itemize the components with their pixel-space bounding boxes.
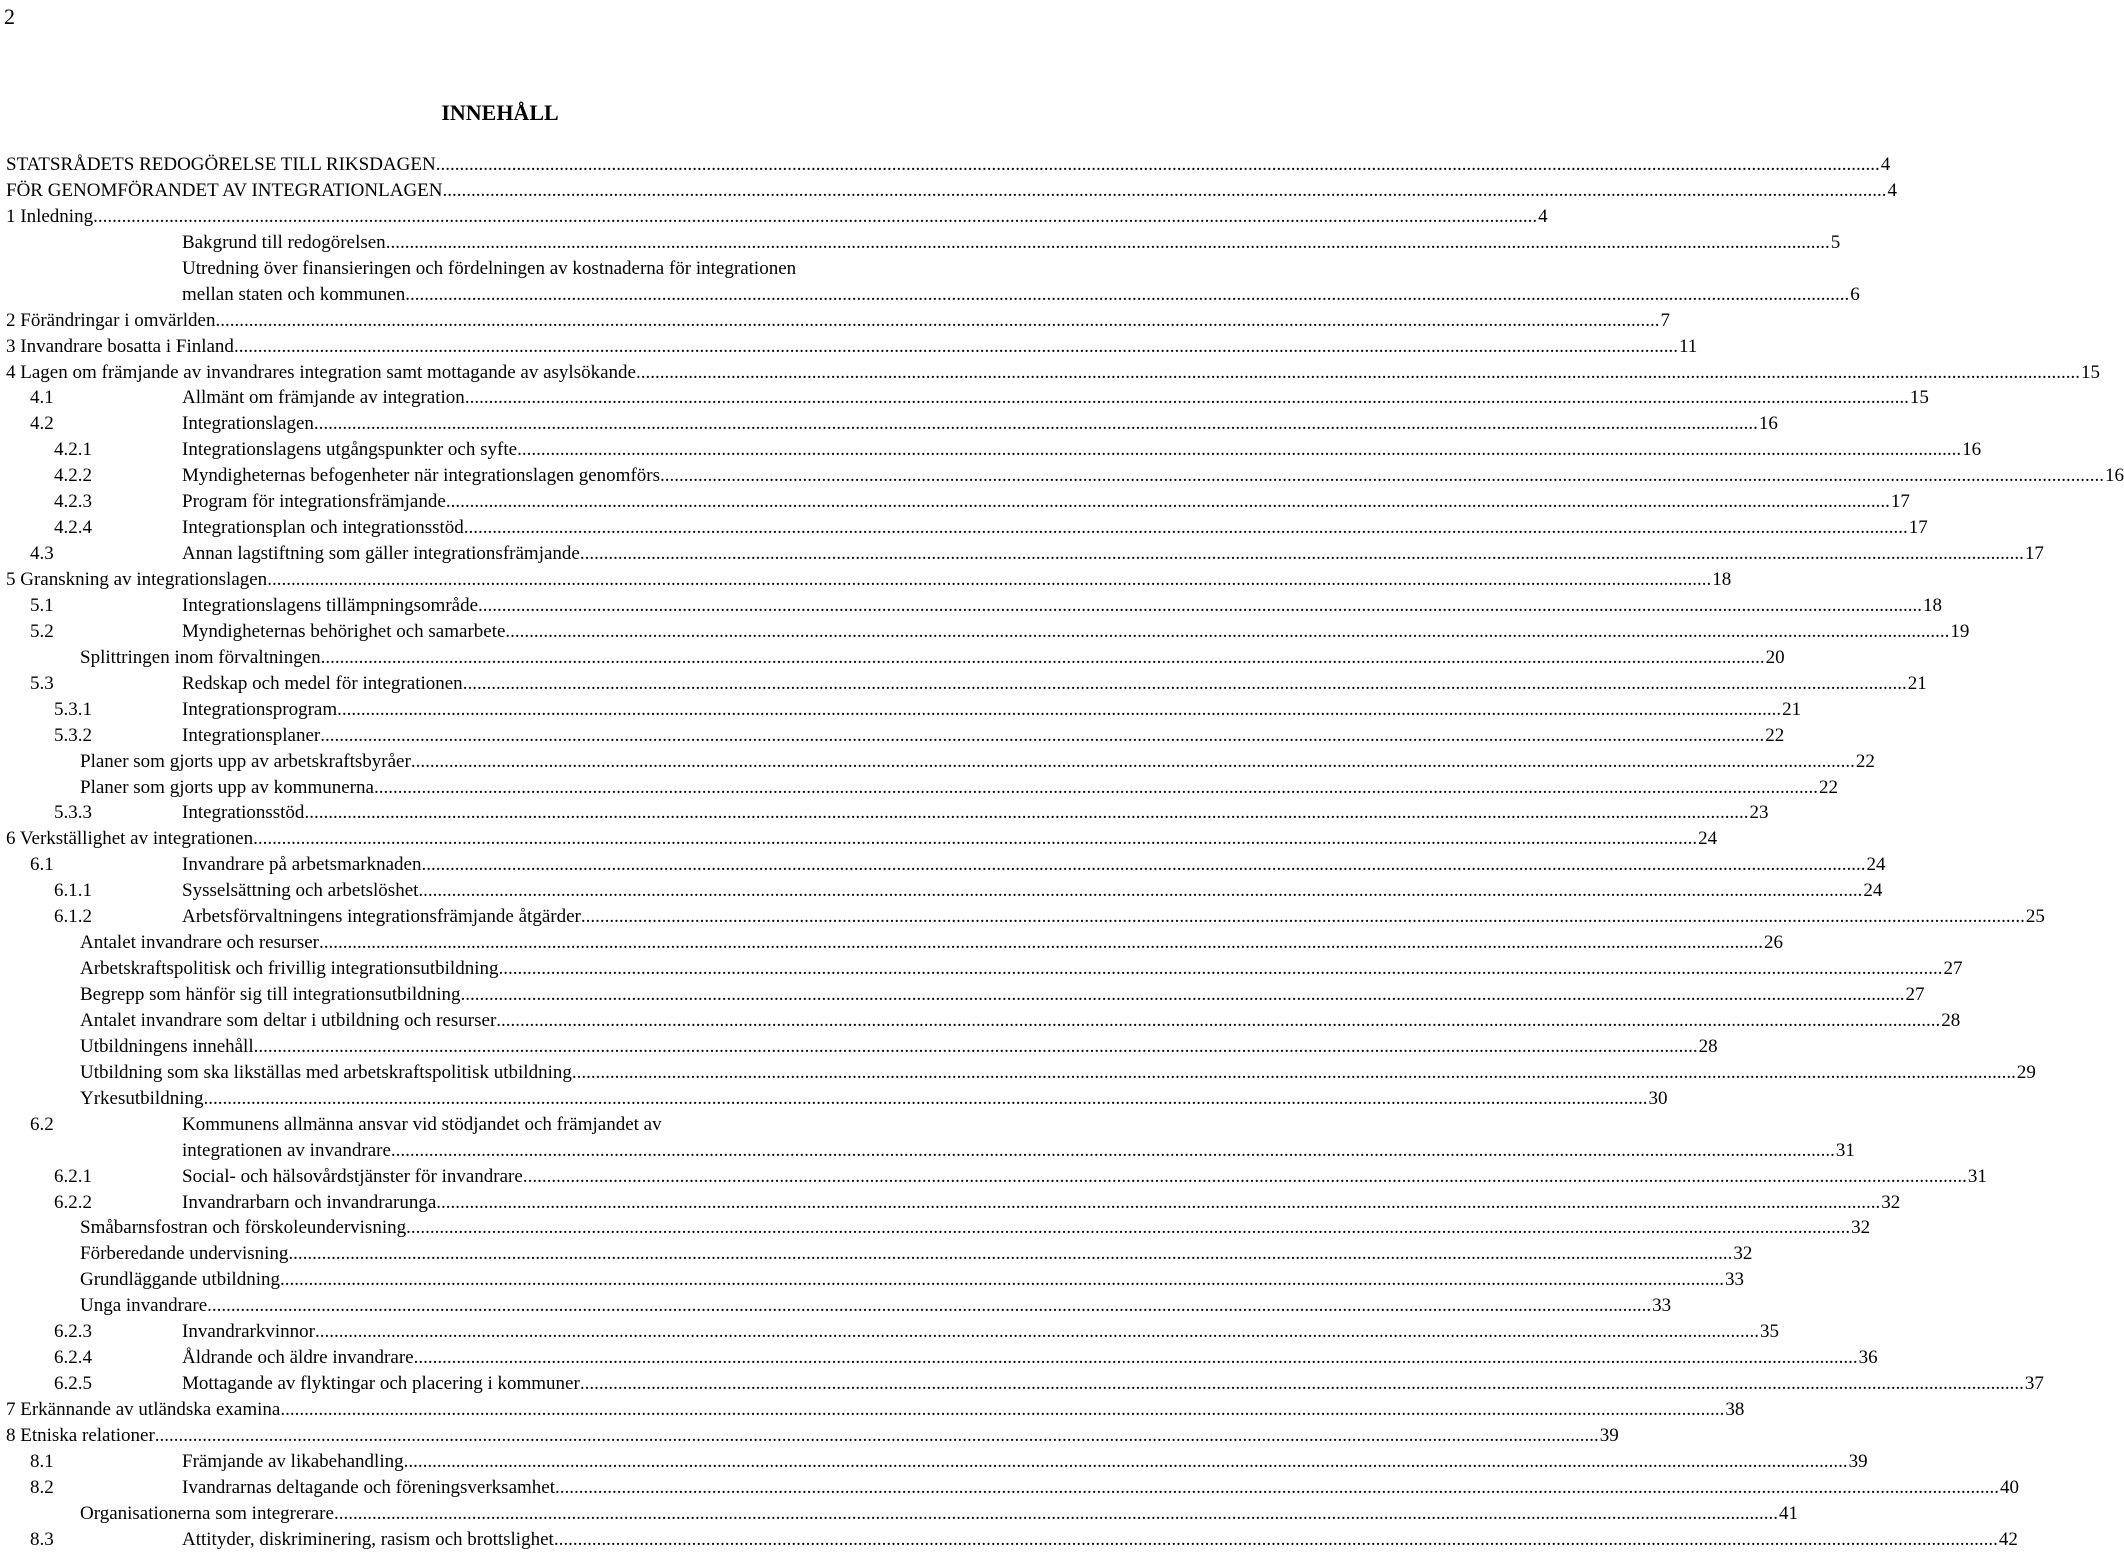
toc-entry[interactable]	[6, 852, 1886, 878]
toc-entry-number: 6.1.2	[54, 906, 92, 928]
toc-entry-page: 17	[1890, 491, 1910, 513]
toc-entry-number: 6.2	[30, 1113, 54, 1135]
toc-entry-page: 25	[2025, 906, 2045, 928]
toc-entry-title: Allmänt om främjande av integration	[182, 387, 465, 409]
toc-dot-leader	[660, 463, 2104, 489]
toc-entry-title: Social- och hälsovårdstjänster för invandrare	[182, 1165, 523, 1187]
toc-entry-page: 22	[1855, 750, 1875, 772]
toc-entry-title: Utbildning som ska likställas med arbetskraftspolitisk utbildning	[80, 1061, 572, 1083]
toc-entry-title: Kommunens allmänna ansvar vid stödjandet och främjandet av	[182, 1113, 662, 1135]
toc-dot-leader	[460, 982, 1904, 1008]
toc-entry-number: 6.2.1	[54, 1165, 92, 1187]
toc-entry[interactable]	[6, 541, 2044, 567]
toc-entry-page: 17	[2024, 543, 2044, 565]
toc-entry[interactable]	[6, 930, 1783, 956]
toc-entry-page: 39	[1599, 1424, 1619, 1446]
toc-entry-title: 1 Inledning	[6, 205, 94, 227]
toc-dot-leader	[523, 1164, 1967, 1190]
toc-entry-page: 28	[1698, 1035, 1718, 1057]
toc-entry-title: Småbarnsfostran och förskoleundervisning	[80, 1217, 407, 1239]
toc-entry[interactable]	[6, 956, 1963, 982]
toc-dot-leader	[280, 1397, 1724, 1423]
toc-entry[interactable]	[6, 1215, 1871, 1241]
toc-entry-page: 39	[1848, 1450, 1868, 1472]
toc-entry[interactable]	[6, 1267, 1744, 1293]
toc-dot-leader	[314, 411, 1758, 437]
toc-entry-page: 41	[1778, 1502, 1798, 1524]
toc-entry-title: 6 Verkställighet av integrationen	[6, 828, 254, 850]
toc-entry-page: 29	[2016, 1061, 2036, 1083]
toc-entry-title: Planer som gjorts upp av kommunerna	[80, 776, 374, 798]
toc-entry-number: 5.3.3	[54, 802, 92, 824]
toc-entry-page: 37	[2024, 1373, 2044, 1395]
toc-dot-leader	[288, 1241, 1732, 1267]
toc-entry-page: 31	[1967, 1165, 1987, 1187]
toc-entry-title: Integrationslagens tillämpningsområde	[182, 594, 479, 616]
toc-dot-leader	[93, 204, 1537, 230]
toc-entry[interactable]	[6, 1475, 2019, 1501]
toc-entry-page: 5	[1830, 231, 1841, 253]
toc-entry[interactable]	[6, 671, 1927, 697]
toc-entry[interactable]	[6, 1449, 1868, 1475]
toc-dot-leader	[446, 489, 1890, 515]
toc-dot-leader	[436, 1190, 1880, 1216]
toc-entry-page: 6	[1850, 283, 1860, 305]
toc-entry[interactable]	[6, 1501, 1798, 1527]
toc-entry-title: STATSRÅDETS REDOGÖRELSE TILL RIKSDAGEN	[6, 154, 436, 175]
toc-dot-leader	[391, 1138, 1835, 1164]
toc-dot-leader	[254, 1034, 1698, 1060]
toc-entry[interactable]	[6, 437, 1982, 463]
toc-entry-title: Utredning över finansieringen och fördelningen av kostnaderna för integrationen	[182, 257, 797, 279]
toc-entry-title: Invandrarkvinnor	[182, 1321, 315, 1343]
toc-entry-title: Integrationsplaner	[182, 724, 321, 746]
toc-entry-title: Antalet invandrare och resurser	[80, 932, 319, 954]
toc-entry-title: Begrepp som hänför sig till integrationsutbildning	[80, 984, 461, 1005]
toc-heading: INNEHÅLL	[441, 100, 559, 125]
toc-entry-title: Främjande av likabehandling	[182, 1450, 404, 1472]
toc-dot-leader	[498, 956, 1942, 982]
page-number: 2	[4, 4, 15, 29]
toc-entry[interactable]	[6, 1008, 1961, 1034]
toc-entry-page: 4	[1538, 205, 1548, 227]
toc-entry[interactable]	[6, 723, 1785, 749]
toc-entry-title: integrationen av invandrare	[182, 1139, 391, 1161]
toc-dot-leader	[555, 1475, 1999, 1501]
toc-dot-leader	[304, 800, 1748, 826]
toc-entry-page: 4	[1880, 154, 1891, 175]
toc-dot-leader	[280, 1267, 1724, 1293]
toc-entry-page: 24	[1698, 828, 1718, 850]
toc-entry[interactable]	[6, 1034, 1718, 1060]
toc-entry-page: 21	[1907, 672, 1927, 694]
toc-dot-leader	[505, 619, 1949, 645]
toc-entry-number: 5.3.1	[54, 698, 92, 720]
toc-entry-title: Redskap och medel för integrationen	[182, 672, 463, 694]
toc-entry[interactable]	[6, 1527, 2018, 1553]
toc-dot-leader	[374, 775, 1818, 801]
toc-entry-title: 2 Förändringar i omvärlden	[6, 309, 216, 331]
toc-dot-leader	[253, 826, 1697, 852]
toc-entry-number: 6.1	[30, 854, 54, 876]
toc-entry-number: 6.2.3	[54, 1321, 92, 1343]
toc-entry-title: Invandrarbarn och invandrarunga	[182, 1191, 437, 1213]
toc-entry[interactable]	[6, 1293, 1672, 1319]
toc-entry[interactable]	[6, 1138, 1855, 1164]
toc-entry-title: Integrationsstöd	[182, 802, 305, 824]
toc-entry-number: 8.2	[30, 1476, 54, 1498]
toc-dot-leader	[463, 671, 1907, 697]
toc-entry[interactable]	[6, 515, 1928, 541]
toc-entry-number: 4.2.3	[54, 491, 92, 513]
toc-entry-page: 33	[1652, 1295, 1672, 1317]
toc-dot-leader	[267, 567, 1711, 593]
toc-entry-number: 6.1.1	[54, 880, 92, 902]
toc-entry[interactable]	[6, 749, 1875, 775]
toc-entry-title: Utbildningens innehåll	[80, 1035, 254, 1057]
toc-entry-number: 6.2.5	[54, 1373, 92, 1395]
toc-dot-leader	[207, 1293, 1651, 1319]
toc-entry-page: 27	[1943, 958, 1963, 980]
toc-entry-title: Organisationerna som integrerare	[80, 1502, 334, 1524]
toc-entry-page: 18	[1712, 569, 1732, 590]
toc-entry[interactable]	[6, 697, 1802, 723]
toc-entry-number: 5.1	[30, 594, 54, 616]
toc-dot-leader	[215, 308, 1659, 334]
toc-dot-leader	[581, 904, 2025, 930]
toc-entry-page: 35	[1759, 1321, 1779, 1343]
toc-entry[interactable]	[6, 904, 2045, 930]
toc-entry[interactable]	[6, 334, 1698, 360]
toc-entry-page: 11	[1678, 335, 1698, 357]
toc-dot-leader	[155, 1423, 1599, 1449]
toc-entry-page: 24	[1866, 854, 1886, 876]
toc-dot-leader	[580, 541, 2024, 567]
toc-entry-page: 27	[1905, 984, 1925, 1005]
toc-entry-page: 36	[1858, 1347, 1878, 1369]
toc-entry-page: 31	[1835, 1139, 1855, 1161]
toc-entry-title: Annan lagstiftning som gäller integrationsfrämjande	[182, 543, 580, 565]
toc-entry-title: Integrationsprogram	[182, 698, 338, 720]
toc-entry[interactable]	[6, 1319, 1779, 1345]
toc-entry-title: Program för integrationsfrämjande	[182, 491, 446, 513]
toc-entry[interactable]	[6, 1345, 1878, 1371]
toc-entry[interactable]	[6, 230, 1841, 256]
toc-entry[interactable]	[6, 1086, 1668, 1112]
toc-entry-title: Åldrande och äldre invandrare	[182, 1347, 414, 1369]
toc-entry-page: 33	[1725, 1269, 1744, 1291]
toc-entry-title: Splittringen inom förvaltningen	[80, 646, 321, 668]
toc-entry-page: 28	[1941, 1009, 1961, 1031]
toc-entry-title: Antalet invandrare som deltar i utbildning och resurser	[80, 1009, 497, 1031]
toc-entry-page: 21	[1782, 698, 1802, 720]
toc-entry-title: Attityder, diskriminering, rasism och brottslighet	[182, 1528, 554, 1550]
toc-entry[interactable]	[6, 1241, 1753, 1267]
toc-entry-page: 15	[2080, 361, 2100, 383]
toc-dot-leader	[334, 1501, 1778, 1527]
table-of-contents	[6, 152, 2124, 1553]
toc-entry-title: Myndigheternas befogenheter när integrationslagen genomförs	[182, 465, 661, 487]
toc-entry-number: 5.3.2	[54, 724, 92, 746]
toc-entry[interactable]	[6, 152, 1891, 178]
toc-entry[interactable]	[6, 256, 962, 282]
toc-entry-page: 38	[1725, 1399, 1745, 1420]
toc-entry-title: 8 Etniska relationer	[6, 1424, 155, 1446]
toc-entry[interactable]	[6, 204, 1548, 230]
toc-entry-number: 4.2.2	[54, 465, 92, 487]
toc-entry[interactable]	[6, 878, 1883, 904]
toc-entry[interactable]	[6, 178, 1897, 204]
toc-entry-title: FÖR GENOMFÖRANDET AV INTEGRATIONLAGEN	[6, 179, 443, 201]
toc-entry[interactable]	[6, 385, 1929, 411]
toc-dot-leader	[204, 1086, 1648, 1112]
toc-entry[interactable]	[6, 1397, 1745, 1423]
toc-entry-number: 6.2.4	[54, 1347, 92, 1369]
toc-dot-leader	[464, 515, 1908, 541]
toc-entry-number: 4.2	[30, 413, 54, 435]
toc-entry[interactable]	[6, 619, 1970, 645]
toc-dot-leader	[404, 1449, 1848, 1475]
toc-entry-page: 22	[1765, 724, 1785, 746]
toc-dot-leader	[422, 852, 1866, 878]
toc-entry-number: 4.2.1	[54, 439, 92, 461]
toc-dot-leader	[478, 593, 1922, 619]
toc-entry-page: 32	[1733, 1243, 1753, 1265]
toc-entry-title: Integrationslagens utgångspunkter och syfte	[182, 439, 518, 461]
toc-entry-page: 20	[1765, 646, 1785, 668]
toc-dot-leader	[337, 697, 1781, 723]
toc-entry-page: 16	[2105, 465, 2124, 487]
toc-entry-number: 8.3	[30, 1528, 54, 1550]
toc-entry[interactable]	[6, 1423, 1619, 1449]
toc-entry[interactable]	[6, 489, 1910, 515]
toc-entry-number: 8.1	[30, 1450, 54, 1472]
toc-dot-leader	[554, 1527, 1998, 1553]
toc-entry-page: 17	[1908, 517, 1928, 539]
toc-entry-title: Sysselsättning och arbetslöshet	[182, 880, 419, 902]
toc-entry[interactable]	[6, 800, 1769, 826]
toc-entry-page: 15	[1909, 387, 1929, 409]
toc-entry-page: 16	[1962, 439, 1982, 461]
toc-entry-title: Myndigheternas behörighet och samarbete	[182, 620, 506, 642]
toc-entry-title: Förberedande undervisning	[80, 1243, 289, 1265]
toc-entry-title: Bakgrund till redogörelsen	[182, 231, 386, 253]
toc-entry[interactable]	[6, 1190, 1901, 1216]
toc-entry-number: 4.1	[30, 387, 54, 409]
toc-dot-leader	[517, 437, 1961, 463]
toc-entry-title: Unga invandrare	[80, 1295, 208, 1317]
toc-dot-leader	[386, 230, 1830, 256]
toc-entry-number: 4.2.4	[54, 517, 92, 539]
toc-entry-page: 32	[1881, 1191, 1901, 1213]
toc-entry-number: 5.3	[30, 672, 54, 694]
toc-entry[interactable]	[6, 645, 1785, 671]
toc-entry-title: Grundläggande utbildning	[80, 1269, 280, 1291]
toc-entry-page: 4	[1887, 179, 1897, 201]
toc-entry-title: Arbetsförvaltningens integrationsfrämjande åtgärder	[182, 906, 581, 928]
toc-entry[interactable]	[6, 1371, 2044, 1397]
toc-entry[interactable]	[6, 826, 1718, 852]
toc-dot-leader	[636, 360, 2080, 386]
toc-entry-title: Yrkesutbildning	[80, 1087, 204, 1109]
toc-entry-title: Arbetskraftspolitisk och frivillig integrationsutbildning	[80, 958, 499, 980]
toc-entry[interactable]	[6, 1060, 2036, 1086]
toc-entry-page: 18	[1923, 594, 1943, 616]
toc-entry-page: 24	[1863, 880, 1883, 902]
toc-entry-title: Ivandrarnas deltagande och föreningsverksamhet	[182, 1476, 555, 1498]
toc-entry-page: 22	[1818, 776, 1838, 798]
toc-entry-page: 32	[1851, 1217, 1871, 1239]
toc-entry[interactable]	[6, 1164, 1987, 1190]
toc-entry-title: Integrationsplan och integrationsstöd	[182, 517, 464, 539]
toc-entry[interactable]	[6, 282, 1860, 308]
toc-dot-leader	[315, 1319, 1759, 1345]
toc-dot-leader	[443, 178, 1887, 204]
toc-entry[interactable]	[6, 463, 2124, 489]
toc-entry-page: 7	[1660, 309, 1670, 331]
toc-dot-leader	[496, 1008, 1940, 1034]
toc-entry[interactable]	[6, 308, 1670, 334]
toc-entry-title: 3 Invandrare bosatta i Finland	[6, 335, 234, 357]
toc-dot-leader	[319, 930, 1763, 956]
toc-entry-title: 4 Lagen om främjande av invandrares integration samt mottagande av asylsökande	[6, 361, 636, 383]
toc-dot-leader	[414, 1345, 1858, 1371]
toc-dot-leader	[572, 1060, 2016, 1086]
toc-entry-title: Invandrare på arbetsmarknaden	[182, 854, 422, 876]
toc-dot-leader	[465, 385, 1909, 411]
toc-entry-title: 7 Erkännande av utländska examina	[6, 1399, 281, 1420]
toc-dot-leader	[418, 878, 1862, 904]
toc-dot-leader	[436, 152, 1880, 178]
toc-entry-page: 16	[1758, 413, 1778, 435]
toc-entry[interactable]	[6, 1112, 962, 1138]
toc-entry-number: 6.2.2	[54, 1191, 92, 1213]
toc-entry-title: Mottagande av flyktingar och placering i kommuner	[182, 1373, 580, 1395]
toc-entry-title: Planer som gjorts upp av arbetskraftsbyråer	[80, 750, 411, 772]
toc-dot-leader	[320, 723, 1764, 749]
toc-entry[interactable]	[6, 411, 1778, 437]
toc-entry-page: 26	[1763, 932, 1783, 954]
toc-entry[interactable]	[6, 567, 1732, 593]
toc-entry-title: mellan staten och kommunen	[182, 283, 406, 305]
toc-dot-leader	[411, 749, 1855, 775]
toc-entry-number: 5.2	[30, 620, 54, 642]
toc-entry-number: 4.3	[30, 543, 54, 565]
toc-dot-leader	[405, 282, 1849, 308]
toc-entry-title: Integrationslagen	[182, 413, 314, 435]
toc-dot-leader	[580, 1371, 2024, 1397]
toc-entry-page: 23	[1749, 802, 1769, 824]
toc-entry-page: 42	[1998, 1528, 2018, 1550]
toc-entry[interactable]	[6, 775, 1838, 801]
toc-entry[interactable]	[6, 982, 1925, 1008]
toc-entry-page: 30	[1648, 1087, 1668, 1109]
toc-dot-leader	[321, 645, 1765, 671]
toc-entry-title: 5 Granskning av integrationslagen	[6, 569, 268, 590]
toc-dot-leader	[406, 1215, 1850, 1241]
toc-entry[interactable]	[6, 360, 2100, 386]
toc-entry-page: 40	[2000, 1476, 2019, 1498]
toc-dot-leader	[234, 334, 1678, 360]
toc-entry[interactable]	[6, 593, 1943, 619]
toc-entry-page: 19	[1950, 620, 1970, 642]
